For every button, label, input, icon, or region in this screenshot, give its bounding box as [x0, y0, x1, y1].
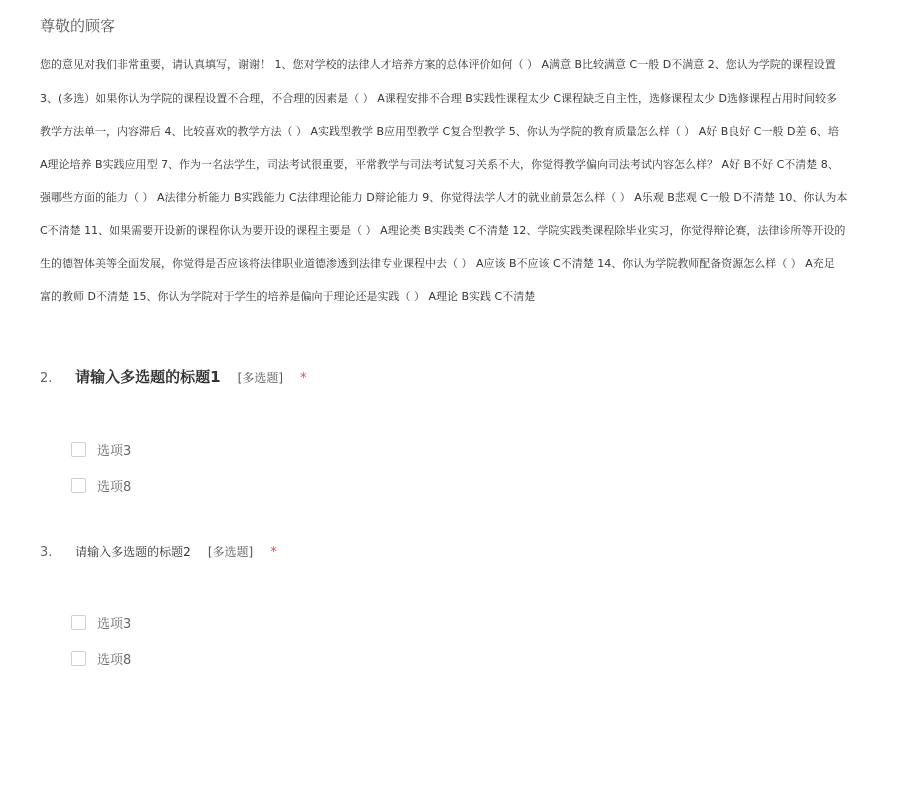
intro-line: 强哪些方面的能力（ ） A法律分析能力 B实践能力 C法律理论能力 D辩论能力 9、你觉得法学人才的就业前景怎么样（ ） A乐观 B悲观 C一般 D不清楚 10、你认为本 [40, 191, 848, 204]
greeting-heading: 尊敬的顾客 [40, 17, 116, 35]
checkbox-option[interactable] [71, 439, 131, 459]
intro-line: A理论培养 B实践应用型 7、作为一名法学生，司法考试很重要，平常教学与司法考试复习关系不大，你觉得教学偏向司法考试内容怎么样？ A好 B不好 C不清楚 8、 [40, 158, 839, 171]
required-marker: * [270, 545, 277, 560]
option-label: 选项8 [97, 479, 132, 495]
option-label: 选项8 [97, 652, 132, 668]
question-title: 请输入多选题的标题2 [75, 545, 191, 559]
checkbox-option[interactable] [71, 612, 131, 632]
checkbox[interactable] [71, 615, 86, 630]
question-3 [40, 541, 900, 560]
intro-line: 教学方法单一，内容滞后 4、比较喜欢的教学方法（ ） A实践型教学 B应用型教学 C复合型教学 5、你认为学院的教育质量怎么样（ ） A好 B良好 C一般 D差 6、培 [40, 125, 839, 138]
intro-line: C不清楚 11、如果需要开设新的课程你认为要开设的课程主要是（ ） A理论类 B实践类 C不清楚 12、学院实践类课程除毕业实习，你觉得辩论赛，法律诊所等开设的 [40, 224, 846, 237]
required-marker: * [300, 371, 307, 386]
intro-line: 3、(多选）如果你认为学院的课程设置不合理，不合理的因素是（ ） A课程安排不合理 B实践性课程太少 C课程缺乏自主性，选修课程太少 D选修课程占用时间较多 [40, 92, 837, 105]
question-number: 3. [40, 545, 53, 560]
option-label: 选项3 [97, 616, 132, 632]
intro-line: 您的意见对我们非常重要，请认真填写，谢谢！ 1、您对学校的法律人才培养方案的总体评价如何（ ） A满意 B比较满意 C一般 D不满意 2、您认为学院的课程设置 [40, 58, 836, 71]
checkbox[interactable] [71, 442, 86, 457]
checkbox-option[interactable] [71, 648, 131, 668]
question-title: 请输入多选题的标题1 [75, 368, 221, 386]
option-label: 选项3 [97, 443, 132, 459]
checkbox[interactable] [71, 651, 86, 666]
question-2 [40, 366, 900, 387]
question-number: 2. [40, 371, 53, 386]
checkbox[interactable] [71, 478, 86, 493]
question-type-tag: [多选题] [237, 371, 284, 385]
intro-line: 富的教师 D不清楚 15、你认为学院对于学生的培养是偏向于理论还是实践（ ） A理论 B实践 C不清楚 [40, 290, 536, 303]
checkbox-option[interactable] [71, 475, 131, 495]
question-type-tag: [多选题] [207, 545, 254, 559]
intro-line: 生的德智体美等全面发展，你觉得是否应该将法律职业道德渗透到法律专业课程中去（ ） A应该 B不应该 C不清楚 14、你认为学院教师配备资源怎么样（ ） A充足 [40, 257, 835, 270]
